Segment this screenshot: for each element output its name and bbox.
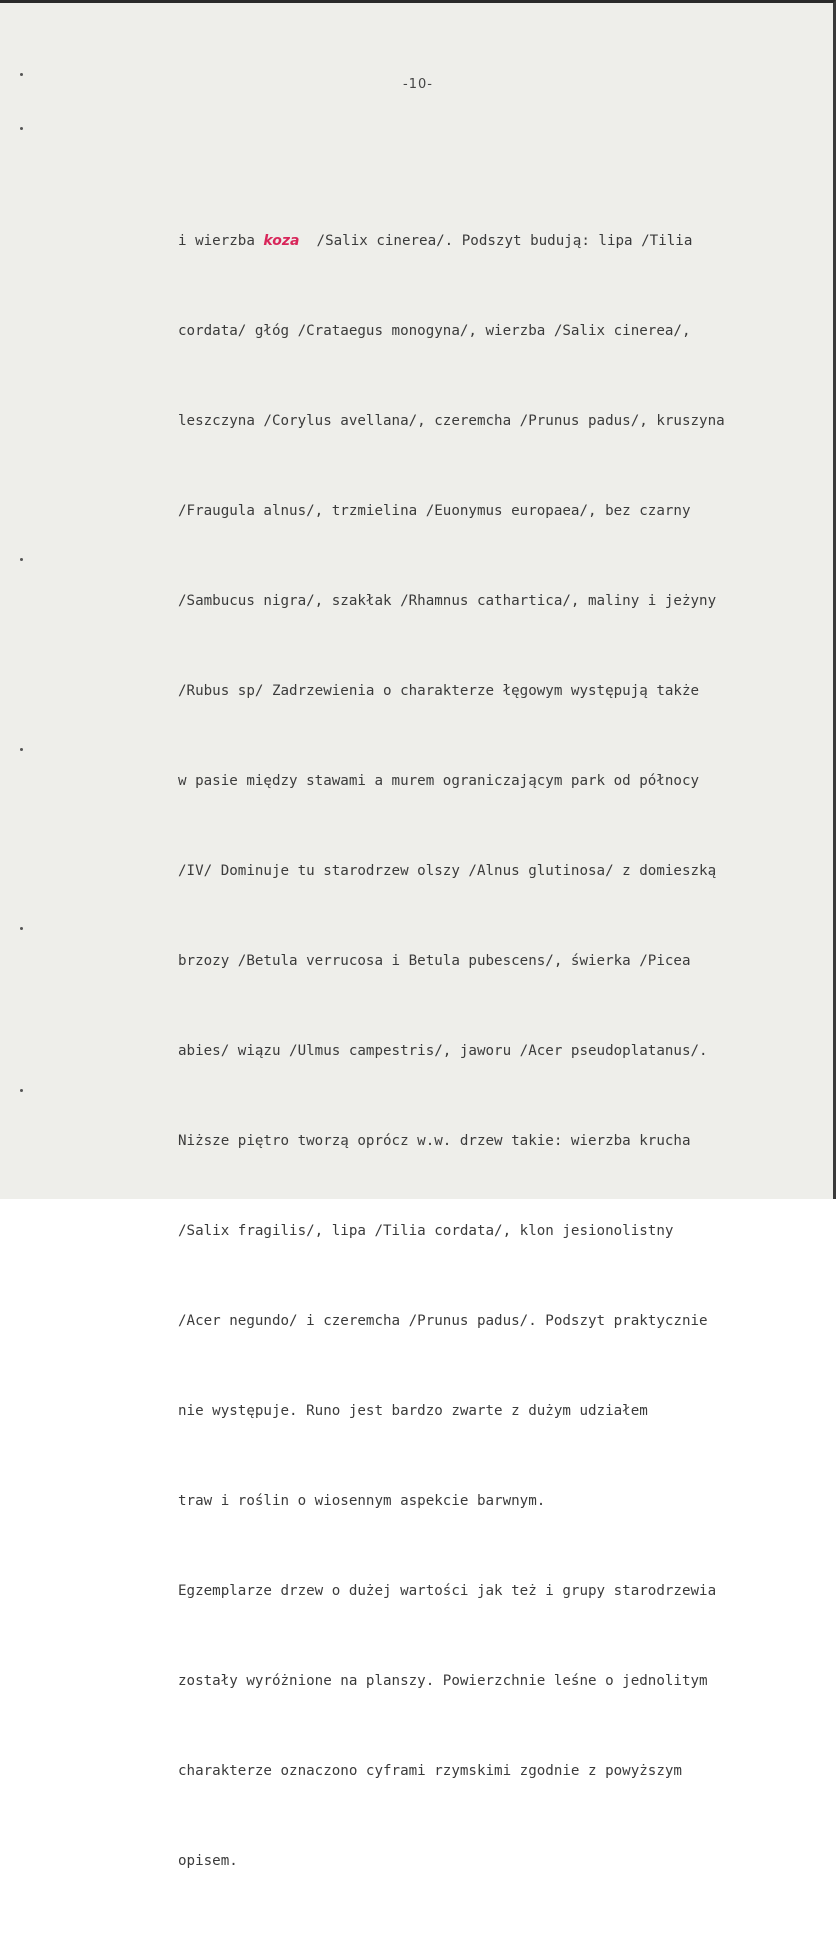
- text-line: /Salix fragilis/, lipa /Tilia cordata/, klon jesionolistny: [178, 1223, 674, 1239]
- text-line: cordata/ głóg /Crataegus monogyna/, wierzba /Salix cinerea/,: [178, 323, 691, 339]
- text-line: [178, 226, 828, 256]
- text-line: zostały wyróżnione na planszy. Powierzchnie leśne o jednolitym: [178, 1673, 708, 1689]
- text-line: abies/ wiązu /Ulmus campestris/, jaworu /Acer pseudoplatanus/.: [178, 1043, 708, 1059]
- text-segment: /Salix cinerea/. Podszyt budują: lipa /Tilia: [316, 233, 693, 249]
- text-line: opisem.: [178, 1853, 238, 1869]
- handwritten-annotation: koza: [263, 233, 300, 249]
- scan-speck: [20, 73, 23, 76]
- page-number: -10-: [403, 77, 433, 92]
- text-line: w pasie między stawami a murem ograniczającym park od północy: [178, 773, 700, 789]
- scan-speck: [20, 127, 23, 130]
- text-segment: [299, 233, 316, 249]
- body-text: [178, 166, 828, 1936]
- text-line: nie występuje. Runo jest bardzo zwarte z dużym udziałem: [178, 1403, 648, 1419]
- text-line: Egzemplarze drzew o dużej wartości jak też i grupy starodrzewia: [178, 1583, 717, 1599]
- text-line: Niższe piętro tworzą oprócz w.w. drzew takie: wierzba krucha: [178, 1133, 691, 1149]
- text-line: /Rubus sp/ Zadrzewienia o charakterze łęgowym występują także: [178, 683, 700, 699]
- scan-speck: [20, 748, 23, 751]
- scan-speck: [20, 1089, 23, 1092]
- scan-speck: [20, 927, 23, 930]
- text-line: /Fraugula alnus/, trzmielina /Euonymus europaea/, bez czarny: [178, 503, 691, 519]
- text-line: /Sambucus nigra/, szakłak /Rhamnus cathartica/, maliny i jeżyny: [178, 593, 717, 609]
- text-line: charakterze oznaczono cyframi rzymskimi zgodnie z powyższym: [178, 1763, 682, 1779]
- text-segment: i wierzba: [178, 233, 264, 249]
- text-line: brzozy /Betula verrucosa i Betula pubescens/, świerka /Picea: [178, 953, 691, 969]
- text-line: /IV/ Dominuje tu starodrzew olszy /Alnus glutinosa/ z domieszką: [178, 863, 717, 879]
- text-line: leszczyna /Corylus avellana/, czeremcha /Prunus padus/, kruszyna: [178, 413, 725, 429]
- text-line: /Acer negundo/ i czeremcha /Prunus padus/. Podszyt praktycznie: [178, 1313, 708, 1329]
- scan-speck: [20, 558, 23, 561]
- text-line: traw i roślin o wiosennym aspekcie barwnym.: [178, 1493, 546, 1509]
